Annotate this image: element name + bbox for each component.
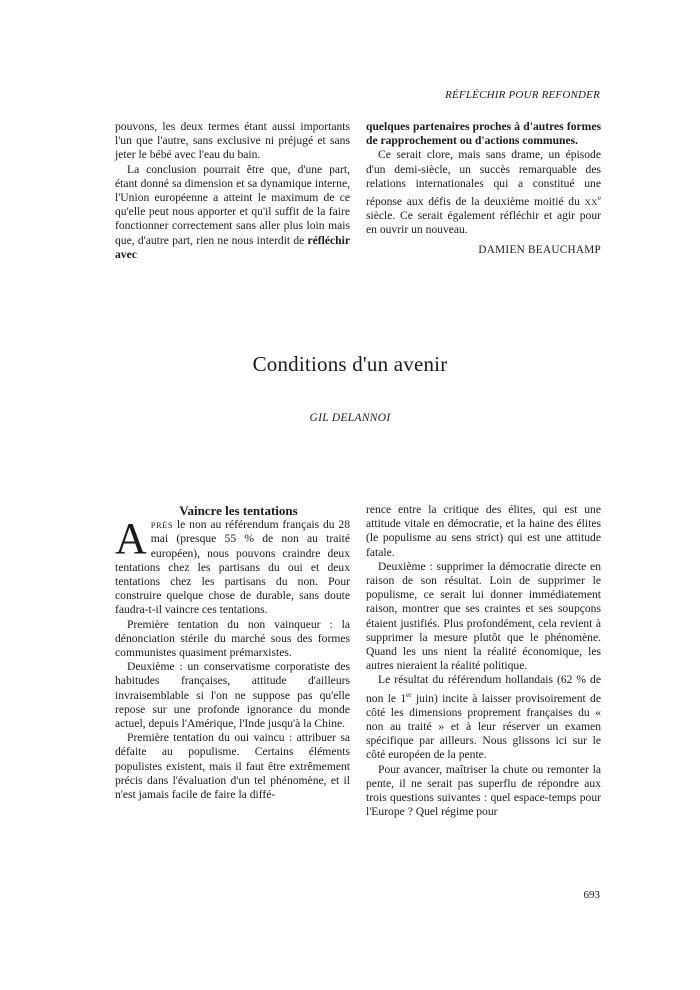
running-header: RÉFLÉCHIR POUR REFONDER xyxy=(445,89,600,101)
paragraph: Première tentation du oui vaincu : attribuer sa défaite au populisme. Certains éléments populistes existent, mais il faut être extrêmement précis dans l'évaluation d'un tel phénomène, et il n'est jamais facile de faire la diffé- xyxy=(115,731,350,802)
paragraph: Pour avancer, maîtriser la chute ou remonter la pente, il ne serait pas superflu de répondre aux trois questions suivantes : quel espace-temps pour l'Europe ? Quel régime pour xyxy=(366,762,601,819)
section-heading: Vaincre les tentations xyxy=(179,503,298,518)
paragraph: Le résultat du référendum hollandais (62 % de non le 1er juin) incite à laisser provisoirement de côté les dimensions proprement françaises du « non au traité » et à leur réserver un examen spécifique par ailleurs. Nous glissons ici sur le côté européen de la pente. xyxy=(366,673,601,762)
paragraph: Ce serait clore, mais sans drame, un épisode d'un demi-siècle, un succès remarquable des relations internationales qui a constitué une réponse aux défis de la deuxième moitié du XXe siècle. Ce serait également réfléchir et agir pour en ouvrir un nouveau. xyxy=(366,148,601,237)
paragraph: La conclusion pourrait être que, d'une part, étant donné sa dimension et sa dynamique interne, l'Union européenne a atteint le maximum de ce qu'elle peut nous apporter et qu'il suffit de la faire fonctionner correctement sans aller plus loin mais que, d'autre part, rien ne nous interdit de réfléchir avec xyxy=(115,162,350,261)
paragraph: Deuxième : supprimer la démocratie directe en raison de son résultat. Loin de supprimer le populisme, ce serait lui donner immédiatement raison, montrer que ses craintes et ses soupçons étaient justifiés. Plus profondément, cela revient à supprimer la mesure plutôt que le phénomène. Quand les uns nient la réalité économique, les autres nieraient la réalité politique. xyxy=(366,559,601,673)
paragraph: Première tentation du non vainqueur : la dénonciation stérile du marché sous des formes communistes quasiment prémarxistes. xyxy=(115,617,350,660)
paragraph: Deuxième : un conservatisme corporatiste des habitudes françaises, attitude d'ailleurs invraisemblable si l'on ne suppose pas qu'elle repose sur une profonde ignorance du monde actuel, depuis l'Amérique, l'Inde jusqu'à la Chine. xyxy=(115,660,350,731)
author-signature: DAMIEN BEAUCHAMP xyxy=(478,244,601,257)
paragraph: rence entre la critique des élites, qui est une attitude vitale en démocratie, et la haine des élites (le populisme au sens strict) qui est une attitude fatale. xyxy=(366,503,601,559)
drop-cap: A xyxy=(115,514,147,564)
article-title: Conditions d'un avenir xyxy=(252,352,448,376)
article-right-column xyxy=(366,503,601,819)
prev-article-left-column xyxy=(115,120,350,262)
paragraph: pouvons, les deux termes étant aussi importants l'un que l'autre, sans exclusive ni préjugé et sans jeter le bébé avec l'eau du bain. xyxy=(115,120,350,162)
article-left-column xyxy=(115,504,350,802)
prev-article-right-column xyxy=(366,120,601,258)
article-author: GIL DELANNOI xyxy=(309,412,391,424)
paragraph: APRÈS le non au référendum français du 28 mai (presque 55 % de non au traité européen), nous pouvons craindre deux tentations chez les partisans du oui et deux tentations chez les partisans du non. Pour construire quelque chose de durable, sans doute faudra-t-il vaincre ces tentations. xyxy=(115,514,350,617)
paragraph: quelques partenaires proches à d'autres formes de rapprochement ou d'actions communes. xyxy=(366,120,601,148)
page-number: 693 xyxy=(583,889,600,901)
